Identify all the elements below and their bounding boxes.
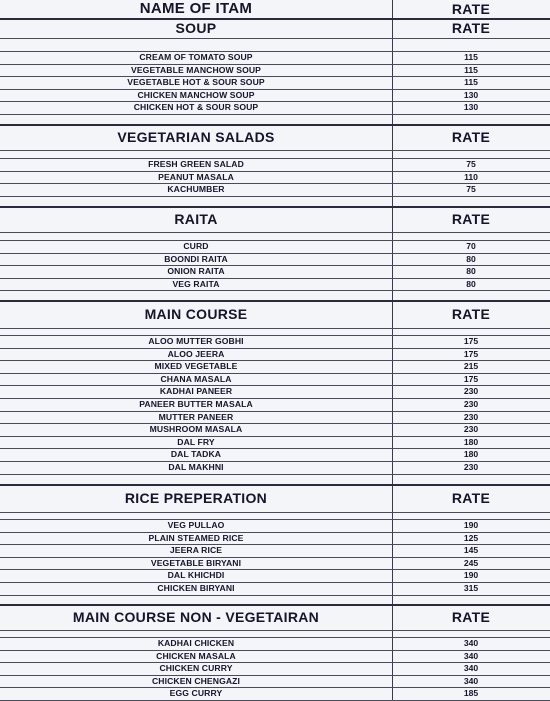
menu-item-name: CHICKEN MANCHOW SOUP: [137, 89, 255, 100]
menu-item-rate: 70: [466, 241, 476, 251]
menu-item-name: VEGETABLE HOT & SOUR SOUP: [127, 77, 265, 88]
menu-item-rate: 180: [463, 449, 479, 460]
column-header-name: NAME OF ITAM: [139, 0, 253, 17]
menu-item-name: CHICKEN CHENGAZI: [151, 675, 241, 686]
menu-item-name: CHICKEN CURRY: [159, 663, 233, 674]
section-header-divider: [0, 38, 550, 39]
menu-item-name: DAL MAKHNI: [168, 462, 224, 472]
menu-item-name: CHICKEN HOT & SOUR SOUP: [133, 102, 259, 113]
section-rate-label: RATE: [451, 20, 491, 36]
menu-item-name: KADHAI CHICKEN: [157, 638, 235, 648]
section-rate-label: RATE: [451, 211, 491, 227]
menu-item-rate: 340: [463, 650, 479, 661]
menu-item-rate: 175: [463, 336, 479, 346]
menu-item-rate: 230: [463, 462, 479, 472]
section-rate-label: RATE: [451, 609, 491, 625]
menu-item-name: PLAIN STEAMED RICE: [148, 532, 244, 543]
menu-item-rate: 80: [466, 253, 476, 264]
menu-item-name: VEGETABLE MANCHOW SOUP: [131, 64, 261, 75]
menu-item-rate: 115: [464, 77, 478, 88]
menu-item-rate: 185: [463, 688, 479, 699]
menu-item-name: JEERA RICE: [169, 545, 223, 556]
menu-item-name: PANEER BUTTER MASALA: [139, 399, 253, 409]
column-header-rate: RATE: [451, 1, 491, 17]
section-title: SOUP: [175, 20, 217, 36]
section-rate-label: RATE: [451, 129, 491, 145]
menu-item-rate: 80: [466, 266, 476, 277]
menu-item-name: MUTTER PANEER: [158, 411, 234, 422]
menu-item-rate: 75: [466, 159, 476, 169]
menu-item-name: VEGETABLE BIRYANI: [150, 557, 242, 568]
menu-item-name: KADHAI PANEER: [159, 386, 233, 397]
menu-item-rate: 340: [463, 638, 479, 648]
row-divider: [0, 290, 550, 291]
section-title: RAITA: [174, 211, 218, 227]
row-divider: [0, 114, 550, 115]
menu-item-name: CURD: [183, 241, 209, 251]
menu-item-name: MIXED VEGETABLE: [154, 361, 238, 372]
menu-item-name: CHANA MASALA: [160, 373, 232, 384]
menu-item-rate: 110: [464, 171, 478, 182]
menu-item-name: CREAM OF TOMATO SOUP: [139, 52, 253, 62]
menu-item-name: CHICKEN BIRYANI: [157, 583, 235, 593]
menu-item-name: VEG RAITA: [172, 278, 220, 289]
menu-item-rate: 215: [463, 361, 479, 372]
menu-item-name: MUSHROOM MASALA: [149, 424, 243, 435]
section-header-divider: [0, 630, 550, 631]
section-title: VEGETARIAN SALADS: [117, 129, 275, 145]
section-header-divider: [0, 232, 550, 233]
section-header-divider: [0, 512, 550, 513]
menu-item-name: BOONDI RAITA: [164, 253, 228, 264]
section-rate-label: RATE: [451, 490, 491, 506]
menu-item-name: VEG PULLAO: [167, 520, 225, 530]
menu-item-rate: 115: [464, 64, 478, 75]
menu-item-rate: 245: [463, 557, 479, 568]
menu-item-name: KACHUMBER: [167, 184, 225, 195]
menu-item-rate: 190: [463, 520, 479, 530]
row-divider: [0, 595, 550, 596]
menu-item-rate: 175: [463, 373, 479, 384]
menu-item-rate: 315: [463, 583, 479, 593]
menu-item-rate: 115: [464, 52, 478, 62]
section-header-divider: [0, 150, 550, 151]
menu-item-name: EGG CURRY: [169, 688, 223, 699]
menu-item-rate: 190: [463, 570, 479, 581]
menu-item-name: DAL FRY: [177, 436, 215, 447]
menu-item-rate: 145: [463, 545, 479, 556]
menu-item-rate: 230: [463, 424, 479, 435]
section-title: MAIN COURSE NON - VEGETAIRAN: [72, 609, 320, 625]
menu-item-rate: 125: [463, 532, 479, 543]
menu-item-rate: 75: [466, 184, 476, 195]
menu-item-rate: 230: [463, 399, 479, 409]
menu-item-rate: 175: [463, 348, 479, 359]
section-rate-label: RATE: [451, 306, 491, 322]
menu-item-name: ALOO MUTTER GOBHI: [148, 336, 244, 346]
menu-item-rate: 230: [463, 386, 479, 397]
menu-item-rate: 80: [466, 278, 476, 289]
menu-item-name: PEANUT MASALA: [158, 171, 234, 182]
menu-item-rate: 130: [463, 89, 479, 100]
menu-item-rate: 130: [463, 102, 479, 113]
section-header-divider: [0, 328, 550, 329]
menu-item-name: FRESH GREEN SALAD: [148, 159, 244, 169]
menu-item-name: DAL KHICHDI: [167, 570, 225, 581]
menu-item-name: DAL TADKA: [170, 449, 222, 460]
menu-item-rate: 230: [463, 411, 479, 422]
menu-item-rate: 340: [463, 663, 479, 674]
row-divider: [0, 196, 550, 197]
row-divider: [0, 474, 550, 475]
menu-item-name: ALOO JEERA: [167, 348, 225, 359]
section-title: MAIN COURSE: [144, 306, 248, 322]
section-title: RICE PREPERATION: [124, 490, 268, 506]
menu-item-name: CHICKEN MASALA: [156, 650, 236, 661]
menu-item-name: ONION RAITA: [167, 266, 225, 277]
menu-item-rate: 340: [463, 675, 479, 686]
menu-item-rate: 180: [463, 436, 479, 447]
